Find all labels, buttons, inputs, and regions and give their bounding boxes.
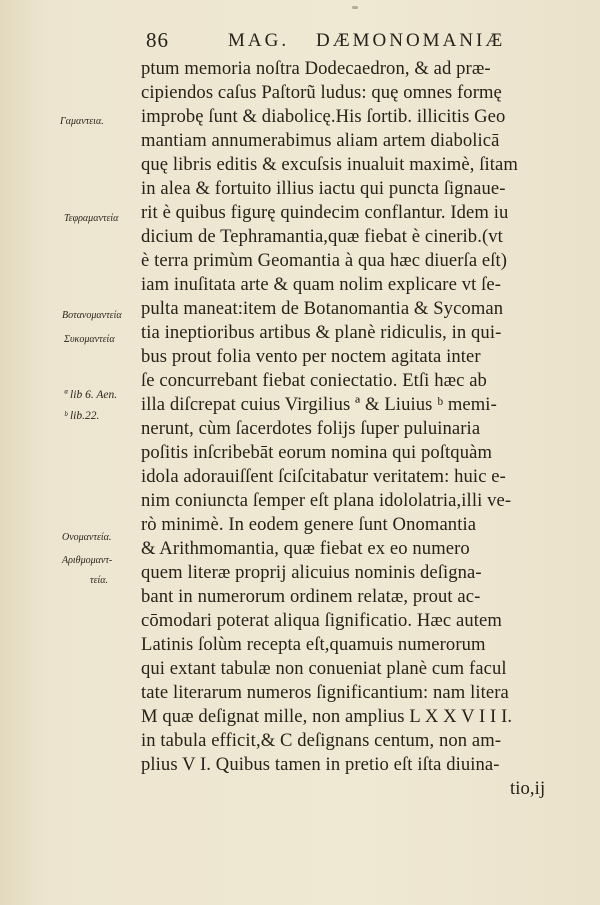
text-line: qui extant tabulæ non conueniat planè cum facul [141, 658, 507, 679]
text-line: poſitis inſcribebāt eorum nomina qui poſtquàm [141, 442, 493, 463]
text-line: illa diſcrepat cuius Virgilius ª & Liuius ᵇ memi- [141, 394, 497, 415]
text-line: mantiam annumerabimus aliam artem diabolicā [141, 130, 500, 151]
text-line: in alea & fortuito illius iactu qui puncta ſignaue- [141, 178, 506, 199]
text-line: nim coniuncta ſemper eſt plana idololatria,illi ve- [141, 490, 512, 511]
text-line: Latinis ſolùm recepta eſt,quamuis numerorum [141, 634, 486, 655]
text-line: idola adorauiſſent ſciſcitabatur veritatem: huic e- [141, 466, 506, 487]
text-line: cipiendos caſus Paſtorũ ludus: quę omnes formę [141, 82, 502, 103]
text-line: rit è quibus figurę quindecim conflantur. Idem iu [141, 202, 509, 223]
margin-note: Βοτανομαντεία [62, 310, 122, 321]
text-line: tate literarum numeros ſignificantium: nam litera [141, 682, 509, 703]
text-line: tia ineptioribus artibus & planè ridiculis, in qui- [141, 322, 502, 343]
text-line: dicium de Tephramantia,quæ fiebat è cinerib.(vt [141, 226, 503, 247]
text-line: ptum memoria noſtra Dodecaedron, & ad præ- [141, 58, 491, 79]
page-header [0, 26, 600, 56]
margin-note: Τεφραμαντεία [64, 213, 119, 224]
margin-note: Αριθμομαντ- [62, 555, 113, 566]
text-line: M quæ deſignat mille, non amplius L X X V I I I. [141, 706, 513, 727]
page-number: 86 [146, 28, 169, 52]
running-head-right: DÆMONOMANIÆ [316, 30, 506, 51]
text-line: & Arithmomantia, quæ fiebat ex eo numero [141, 538, 470, 559]
text-line: è terra primùm Geomantia à qua hæc diuerſa eſt) [141, 250, 508, 271]
margin-note: Συκομαντεία [64, 334, 115, 345]
text-line: quem literæ proprij alicuius nominis deſigna- [141, 562, 482, 583]
margin-note: ᵇ lib.22. [64, 410, 100, 422]
text-line: nerunt, cùm ſacerdotes folijs ſuper puluinaria [141, 418, 481, 439]
margin-note: τεία. [90, 575, 109, 586]
text-line: ſe concurrebant fiebat coniectatio. Etſi hæc ab [141, 370, 487, 391]
ink-smudge [352, 6, 358, 9]
margin-note: Ονομαντεία. [62, 532, 112, 543]
text-line: rò minimè. In eodem genere ſunt Onomantia [141, 514, 477, 535]
text-line: improbę ſunt & diabolicę.His ſortib. illicitis Geo [141, 106, 506, 127]
text-line: in tabula efficit,& C deſignans centum, non am- [141, 730, 502, 751]
margin-note: Γαμαντεια. [60, 116, 104, 127]
text-line: bus prout folia vento per noctem agitata inter [141, 346, 481, 367]
text-line: cōmodari poterat aliqua ſignificatio. Hæc autem [141, 610, 502, 631]
text-line: bant in numerorum ordinem relatæ, prout ac- [141, 586, 481, 607]
text-line: plius V I. Quibus tamen in pretio eſt iſta diuina- [141, 754, 500, 775]
text-line: quę libris editis & excuſsis inualuit maximè, ſitam [141, 154, 518, 175]
running-head-left: MAG. [228, 30, 290, 51]
text-line: pulta maneat:item de Botanomantia & Sycoman [141, 298, 504, 319]
margin-note: ª lib 6. Aen. [64, 389, 118, 401]
catchword: tio,ij [510, 778, 546, 799]
text-line: iam inuſitata arte & quam nolim explicare vt ſe- [141, 274, 502, 295]
